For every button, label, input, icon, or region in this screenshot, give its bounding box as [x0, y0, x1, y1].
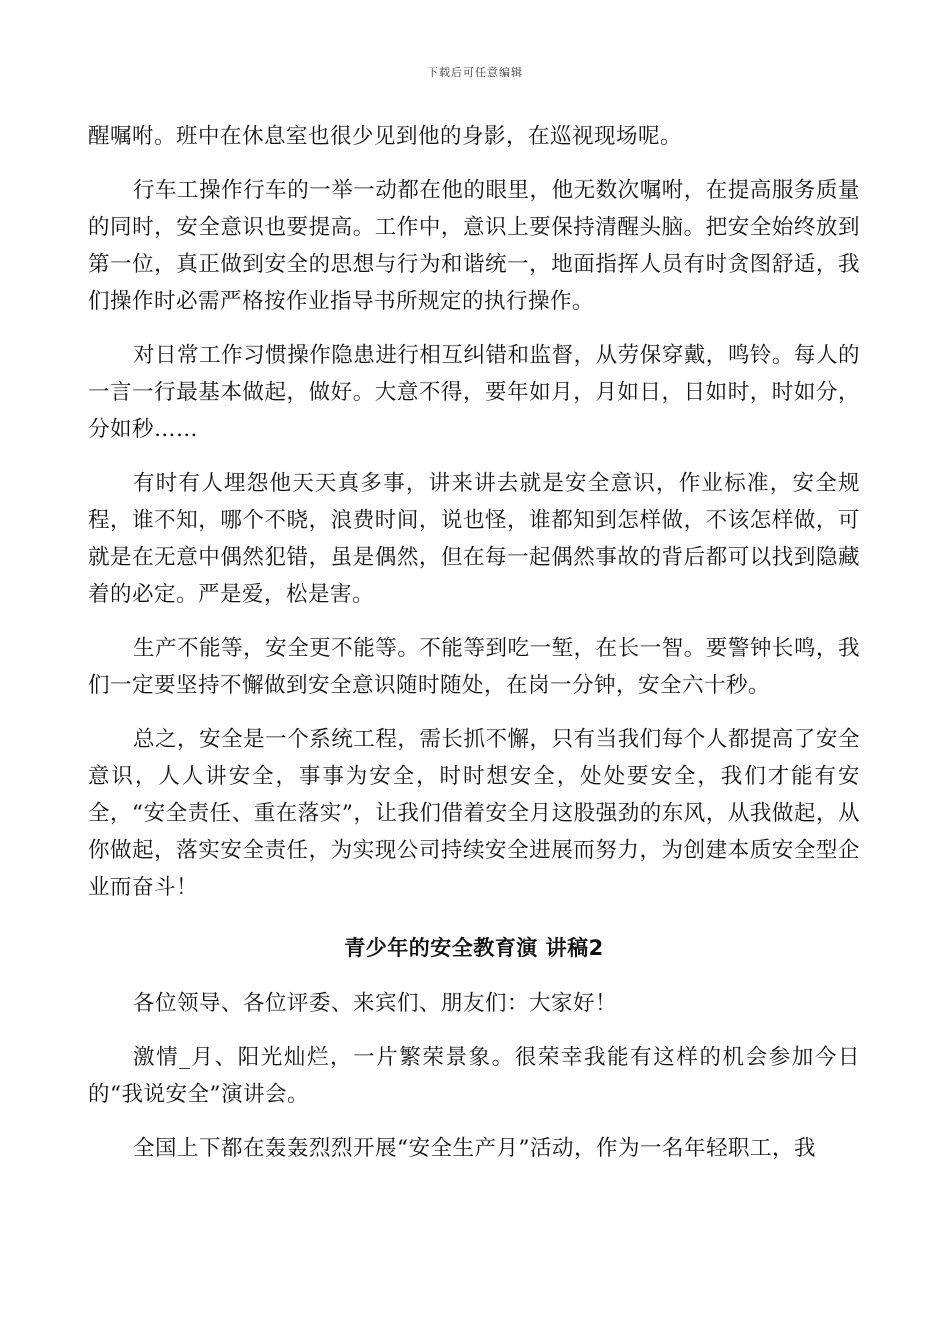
paragraph: 激情_月、阳光灿烂，一片繁荣景象。很荣幸我能有这样的机会参加今日的“我说安全”演讲会。 — [88, 1045, 860, 1107]
paragraph: 行车工操作行车的一举一动都在他的眼里，他无数次嘱咐，在提高服务质量的同时，安全意识也要提高。工作中，意识上要保持清醒头脑。把安全始终放到第一位，真正做到安全的思想与行为和谐统一，地面指挥人员有时贪图舒适，我们操作时必需严格按作业指导书所规定的执行操作。 — [88, 178, 860, 314]
paragraph: 全国上下都在轰轰烈烈开展“安全生产月”活动，作为一名年轻职工，我 — [133, 1136, 816, 1161]
document-body — [88, 118, 860, 1167]
paragraph: 对日常工作习惯操作隐患进行相互纠错和监督，从劳保穿戴，鸣铃。每人的一言一行最基本做起，做好。大意不得，要年如月，月如日，日如时，时如分，分如秒…… — [88, 343, 860, 442]
paragraph: 各位领导、各位评委、来宾们、朋友们：大家好！ — [133, 991, 618, 1016]
paragraph: 总之，安全是一个系统工程，需长抓不懈，只有当我们每个人都提高了安全意识，人人讲安全，事事为安全，时时想安全，处处要安全，我们才能有安全，“安全责任、重在落实”，让我们借着安全月这股强劲的东风，从我做起，从你做起，落实安全责任，为实现公司持续安全进展而努力，为创建本质安全型企业而奋斗！ — [88, 727, 860, 900]
paragraph: 有时有人埋怨他天天真多事，讲来讲去就是安全意识，作业标准，安全规程，谁不知，哪个不晓，浪费时间，说也怪，谁都知到怎样做，不该怎样做，可就是在无意中偶然犯错，虽是偶然，但在每一起偶然事故的背后都可以找到隐藏着的必定。严是爱，松是害。 — [88, 471, 860, 607]
paragraph-continuation: 醒嘱咐。班中在休息室也很少见到他的身影，在巡视现场呢。 — [88, 124, 683, 149]
page-header: 下载后可任意编辑 — [427, 66, 523, 79]
section-title: 青少年的安全教育演 讲稿2 — [344, 936, 604, 960]
paragraph: 生产不能等，安全更不能等。不能等到吃一堑，在长一智。要警钟长鸣，我们一定要坚持不懈做到安全意识随时随处，在岗一分钟，安全六十秒。 — [88, 636, 860, 698]
